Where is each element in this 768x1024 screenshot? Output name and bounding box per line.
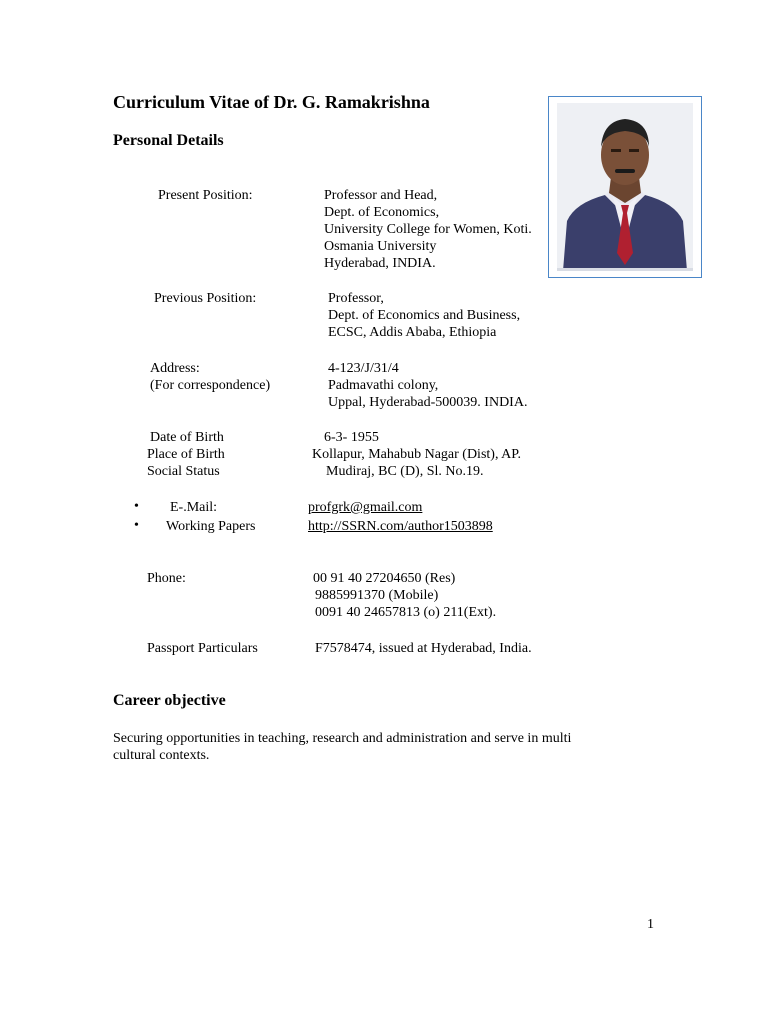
- passport-value: F7578474, issued at Hyderabad, India.: [315, 641, 532, 656]
- present-position-line: Professor and Head,: [324, 188, 438, 203]
- social-status-label: Social Status: [147, 464, 220, 479]
- previous-position-label: Previous Position:: [154, 291, 257, 306]
- phone-line: 0091 40 24657813 (o) 211(Ext).: [315, 605, 497, 620]
- pob-label: Place of Birth: [147, 447, 225, 462]
- career-objective-heading: Career objective: [113, 692, 226, 709]
- social-status-value: Mudiraj, BC (D), Sl. No.19.: [326, 464, 484, 479]
- previous-position-line: Professor,: [328, 291, 384, 306]
- career-objective-text: Securing opportunities in teaching, research and administration and serve in multi: [113, 731, 572, 746]
- address-line: Padmavathi colony,: [328, 378, 439, 393]
- profile-photo: [548, 96, 702, 278]
- present-position-line: Hyderabad, INDIA.: [324, 256, 436, 271]
- portrait-image: [557, 103, 693, 271]
- address-line: 4-123/J/31/4: [328, 361, 399, 376]
- present-position-line: Dept. of Economics,: [324, 205, 440, 220]
- phone-line: 9885991370 (Mobile): [315, 588, 439, 603]
- career-objective-text: cultural contexts.: [113, 748, 210, 763]
- present-position-label: Present Position:: [158, 188, 253, 203]
- previous-position-line: ECSC, Addis Ababa, Ethiopia: [328, 325, 497, 340]
- bullet-icon: •: [134, 518, 139, 533]
- address-label: Address:: [150, 361, 200, 376]
- dob-label: Date of Birth: [150, 430, 224, 445]
- page-title: Curriculum Vitae of Dr. G. Ramakrishna: [113, 92, 430, 112]
- phone-line: 00 91 40 27204650 (Res): [313, 571, 456, 586]
- address-sublabel: (For correspondence): [150, 378, 271, 393]
- personal-details-heading: Personal Details: [113, 132, 224, 149]
- dob-value: 6-3- 1955: [324, 430, 379, 445]
- passport-label: Passport Particulars: [147, 641, 258, 656]
- working-papers-link[interactable]: http://SSRN.com/author1503898: [308, 519, 493, 534]
- bullet-icon: •: [134, 499, 139, 514]
- page-number: 1: [647, 917, 654, 932]
- email-link[interactable]: profgrk@gmail.com: [308, 500, 423, 515]
- address-line: Uppal, Hyderabad-500039. INDIA.: [328, 395, 528, 410]
- email-label: E-.Mail:: [170, 500, 218, 515]
- working-papers-label: Working Papers: [166, 519, 256, 534]
- present-position-line: University College for Women, Koti.: [324, 222, 532, 237]
- previous-position-line: Dept. of Economics and Business,: [328, 308, 521, 323]
- pob-value: Kollapur, Mahabub Nagar (Dist), AP.: [312, 447, 522, 462]
- phone-label: Phone:: [147, 571, 186, 586]
- present-position-line: Osmania University: [324, 239, 437, 254]
